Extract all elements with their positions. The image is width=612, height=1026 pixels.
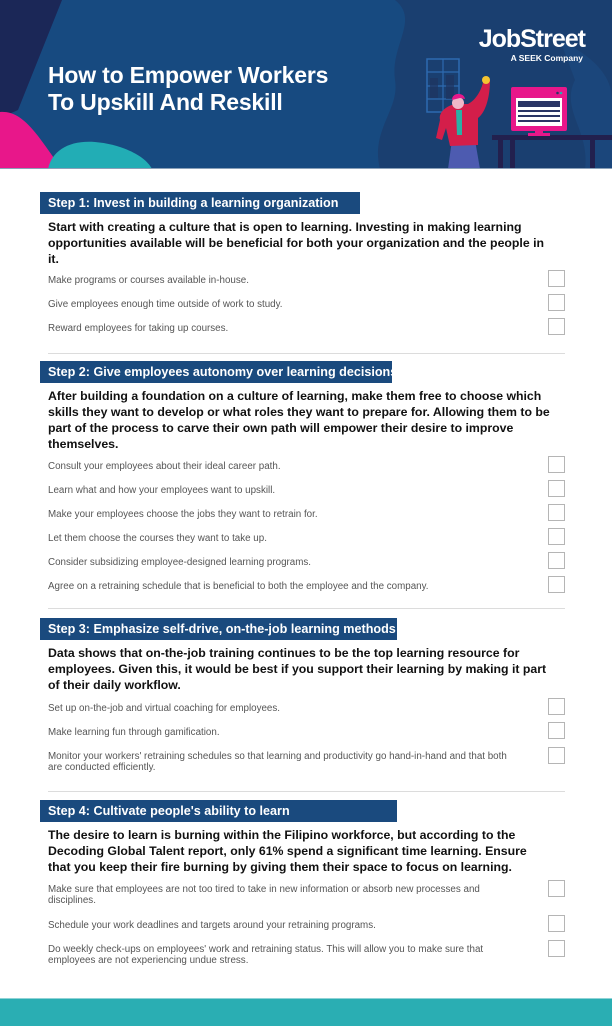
section-divider	[48, 353, 565, 354]
checklist-item	[48, 944, 548, 974]
checkbox[interactable]	[548, 880, 565, 897]
checkbox[interactable]	[548, 915, 565, 932]
step-3-section	[40, 618, 566, 781]
logo-wordmark: JobStreet	[478, 25, 585, 53]
step-2-section	[40, 361, 566, 605]
step-4-section	[40, 800, 566, 974]
checklist-item	[48, 461, 548, 485]
checklist-item	[48, 323, 548, 347]
checklist-item	[48, 299, 548, 323]
checklist-item-text: Agree on a retraining schedule that is beneficial to both the employee and the company.	[48, 581, 429, 592]
step-1-checklist	[40, 275, 566, 347]
section-divider	[48, 791, 565, 792]
step-2-title: Step 2: Give employees autonomy over learning decisions	[40, 361, 392, 383]
step-2-intro: After building a foundation on a culture of learning, make them free to choose which skills they want to develop or what roles they want to prepare for. Allowing them to be part of the process to carve their own path will empower their desire to improve themselves.	[48, 389, 550, 451]
checkbox[interactable]	[548, 318, 565, 335]
checklist-item	[48, 884, 548, 920]
checklist-item-text: Give employees enough time outside of work to study.	[48, 299, 283, 310]
checklist-item-text: Consult your employees about their ideal career path.	[48, 461, 281, 472]
jobstreet-logo	[479, 26, 585, 63]
checklist-item-text: Set up on-the-job and virtual coaching for employees.	[48, 703, 280, 714]
checkbox[interactable]	[548, 576, 565, 593]
checkbox[interactable]	[548, 722, 565, 739]
checkbox[interactable]	[548, 698, 565, 715]
checklist-item	[48, 703, 548, 727]
hero-banner	[0, 0, 612, 169]
checklist-item-text: Do weekly check-ups on employees' work and retraining status. This will allow you to make sure that employees are not experiencing undue stress.	[48, 944, 484, 966]
footer-bar	[0, 999, 612, 1026]
checklist-item-text: Let them choose the courses they want to take up.	[48, 533, 267, 544]
checklist-item-text: Learn what and how your employees want to upskill.	[48, 485, 276, 496]
hero-bottom-border	[0, 168, 612, 169]
checklist-item-text: Consider subsidizing employee-designed learning programs.	[48, 557, 312, 568]
checkbox[interactable]	[548, 940, 565, 957]
logo-tagline: A SEEK Company	[510, 53, 583, 63]
step-4-intro: The desire to learn is burning within the Filipino workforce, but according to the Decoding Global Talent report, only 61% spend a significant time learning. Ensure that you keep their fire burning by giving them their space to focus on learning.	[48, 828, 527, 874]
step-3-intro: Data shows that on-the-job training continues to be the top learning resource for employees. Given this, it would be best if you support their learning by making it part of their daily workflow.	[48, 646, 547, 692]
checklist-item	[48, 751, 548, 781]
step-1-section	[40, 192, 566, 347]
checkbox[interactable]	[548, 747, 565, 764]
checkbox[interactable]	[548, 504, 565, 521]
page-title	[48, 62, 328, 116]
title-line-1: How to Empower Workers	[48, 62, 329, 88]
checklist-item	[48, 581, 548, 605]
checklist-item-text: Monitor your workers' retraining schedules so that learning and productivity go hand-in-hand and that both are conducted efficiently.	[48, 751, 507, 773]
section-divider	[48, 608, 565, 609]
checklist-item	[48, 509, 548, 533]
checkbox[interactable]	[548, 552, 565, 569]
checklist-item-text: Reward employees for taking up courses.	[48, 323, 229, 334]
checklist-item	[48, 533, 548, 557]
checklist-item	[48, 920, 548, 944]
checklist-item	[48, 557, 548, 581]
checklist-item	[48, 485, 548, 509]
step-4-title: Step 4: Cultivate people's ability to learn	[40, 800, 397, 822]
step-2-checklist	[40, 461, 566, 605]
checklist-item	[48, 275, 548, 299]
step-1-title: Step 1: Invest in building a learning organization	[40, 192, 360, 214]
title-line-2: To Upskill And Reskill	[48, 89, 283, 115]
checkbox[interactable]	[548, 294, 565, 311]
step-3-title: Step 3: Emphasize self-drive, on-the-job learning methods	[40, 618, 397, 640]
checklist-item-text: Make learning fun through gamification.	[48, 727, 220, 738]
checkbox[interactable]	[548, 480, 565, 497]
step-3-checklist	[40, 703, 566, 781]
checklist-item-text: Make your employees choose the jobs they want to retrain for.	[48, 509, 318, 520]
checklist-item-text: Make programs or courses available in-house.	[48, 275, 249, 286]
checklist-item	[48, 727, 548, 751]
checkbox[interactable]	[548, 270, 565, 287]
checkbox[interactable]	[548, 456, 565, 473]
checklist-item-text: Schedule your work deadlines and targets around your retraining programs.	[48, 920, 376, 931]
step-4-checklist	[40, 884, 566, 974]
step-1-intro: Start with creating a culture that is open to learning. Investing in making learning opportunities available will be beneficial for both your organization and the people in it.	[48, 220, 545, 266]
checkbox[interactable]	[548, 528, 565, 545]
checklist-item-text: Make sure that employees are not too tired to take in new information or absorb new processes and disciplines.	[48, 884, 480, 906]
